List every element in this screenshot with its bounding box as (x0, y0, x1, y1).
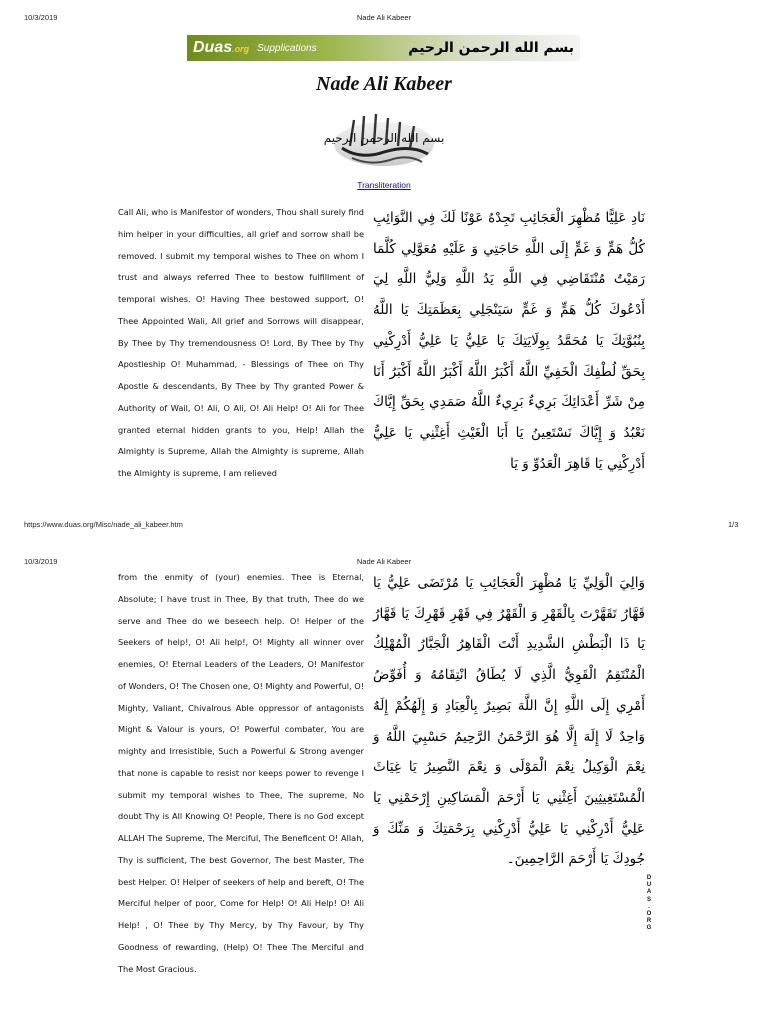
print-date-page2: 10/3/2019 (24, 557, 58, 566)
english-translation-part1: Call Ali, who is Manifestor of wonders, Thou shall surely find him helper in your difficulties, all grief and sorrow shall be removed. I submit my temporal wishes to Thee on whom I trust and always referred Thee to bestow fulfillment of temporal wishes. O! Having Thee bestowed support, O! Thee Appointed Wali, All grief and Sorrows will disappear, By Thee by Thy tremendousness O! Lord, By Thee by Thy Apostleship O! Muhammad, - Blessings of Thee on Thy Apostle & descendants, By Thee by Thy granted Power & Authority of Wail, O! Ali, O Ali, O! Ali Help! O! Ali for Thee granted eternal hidden grants to you, Help! Allah the Almighty is Supreme, Allah the Almighty is supreme, Allah the Almighty is supreme, I am relieved (118, 207, 364, 478)
print-date: 10/3/2019 (24, 13, 58, 22)
svg-text:بسم الله الرحمن الرحيم: بسم الله الرحمن الرحيم (323, 131, 445, 145)
watermark-letter: R (646, 918, 652, 925)
duas-org-watermark (645, 875, 653, 933)
watermark-letter: . (648, 903, 650, 910)
watermark-letter: U (646, 882, 652, 889)
watermark-letter: A (646, 889, 652, 896)
site-banner[interactable] (187, 35, 580, 61)
footer-url[interactable]: https://www.duas.org/Misc/nade_ali_kabeer.htm (24, 520, 183, 529)
watermark-letter: S (646, 896, 651, 903)
transliteration-link[interactable]: Transliteration (357, 180, 411, 190)
section-label: Supplications (257, 42, 317, 54)
page-title: Nade Ali Kabeer (316, 73, 452, 95)
watermark-letter: G (646, 925, 652, 932)
watermark-letter: D (646, 875, 652, 881)
watermark-letter: O (646, 911, 652, 918)
english-translation-part2: from the enmity of (your) enemies. Thee is Eternal, Absolute; I have trust in Thee, By that truth, Thee do we serve and Thee do we beseech help. O! Helper of the Seekers of help!, O! Ali help!, O! Mighty all winner over enemies, O! Eternal Leaders of the Leaders, O! Manifestor of Wonders, O! The Chosen one, O! Mighty and Powerful, O! Mighty, Valiant, Chivalrous Able oppressor of antagonists Might & Valour is yours, O! Powerful combater, You are mighty and Irresistible, Such a Powerful & Strong avenger that none is capable to resist nor keeps power to revenge I submit my temporal wishes to Thee, The supreme, No doubt Thy is All Knowing O! People, There is no God except ALLAH The Supreme, The Merciful, The Beneficent O! Allah, Thy is sufficient, The best Governor, The best Master, The best Helper. O! Helper of seekers of help and bereft, O! The Merciful helper of poor, Come for Help! O! Ali Help! O! Ali Help! , O! Thee by Thy Mercy, by Thy Favour, by Thy Goodness of rewarding, (Help) O! Thee The Merciful and The Most Gracious. (118, 572, 364, 974)
print-title-page2: Nade Ali Kabeer (356, 557, 412, 566)
bismillah-calligraphy-icon (323, 108, 445, 170)
bismillah-logo: بسم الله الرحمن الرحيم (408, 40, 574, 56)
footer-page-number: 1/3 (728, 520, 739, 529)
transliteration-link-row (0, 180, 768, 191)
arabic-text-part1-clip (373, 203, 645, 525)
arabic-text-part2: وَالِيَ الْوَلِيِّ يَا مُظْهِرَ الْعَجَائِبِ يَا مُرْتَضَى عَلِيُّ يَا قَهَّارُ تَقَهَّرْتَ بِالْقَهْرِ وَ الْقَهْرُ فِي قَهْرِ قَهْرِكَ يَا قَهَّارُ يَا ذَا الْبَطْشِ الشَّدِيدِ أَنْتَ الْقَاهِرُ الْجَبَّارُ الْمُهْلِكُ الْمُنْتَقِمُ الْقَوِيُّ الَّذِي لَا يُطَاقُ انْتِقَامُهُ وَ أُفَوِّضُ أَمْرِي إِلَى اللَّهِ إِنَّ اللَّهَ بَصِيرٌ بِالْعِبَادِ وَ إِلَهُكُمْ إِلَهٌ وَاحِدٌ لَا إِلَهَ إِلَّا هُوَ الرَّحْمَنُ الرَّحِيمُ حَسْبِيَ اللَّهُ وَ نِعْمَ الْوَكِيلُ نِعْمَ الْمَوْلَى وَ نِعْمَ النَّصِيرُ يَا غِيَاثَ الْمُسْتَغِيثِينَ أَغِثْنِي يَا أَرْحَمَ الْمَسَاكِينِ إِرْحَمْنِي يَا عَلِيُّ أَدْرِكْنِي يَا عَلِيُّ أَدْرِكْنِي بِرَحْمَتِكَ وَ مَنِّكَ وَ جُودِكَ يَا أَرْحَمَ الرَّاحِمِينَ۔ (373, 575, 645, 868)
site-logo[interactable]: Duas.org (193, 39, 250, 56)
arabic-text-part1: نَادِ عَلِيًّا مُظْهِرَ الْعَجَائِبِ تَجِدْهُ عَوْنًا لَكَ فِي النَّوَائِبِ كُلُّ هَمٍّ وَ غَمٍّ إِلَى اللَّهِ حَاجَتِي وَ عَلَيْهِ مُعَوَّلِي كُلَّمَا رَمَيْتُ مُنْتَقَاضِي فِي اللَّهِ يَدُ اللَّهِ وَلِيُّ اللَّهِ لِيَ أَدْعُوكَ كُلُّ هَمٍّ وَ غَمٍّ سَيَنْجَلِي بِعَظَمَتِكَ يَا اللَّهُ بِنُبُوَّتِكَ يَا مُحَمَّدُ بِوِلَايَتِكَ يَا عَلِيُّ يَا عَلِيُّ أَدْرِكْنِي بِحَقِّ لُطْفِكَ الْخَفِيِّ اللَّهُ أَكْبَرُ اللَّهُ أَكْبَرُ اللَّهُ أَكْبَرُ أَنَا مِنْ شَرِّ أَعْدَائِكَ بَرِيءٌ بَرِيءٌ اللَّهُ صَمَدِي بِحَقِّ إِيَّاكَ نَعْبُدُ وَ إِيَّاكَ نَسْتَعِينُ يَا أَبَا الْغَيْثِ أَغِثْنِي يَا عَلِيُّ أَدْرِكْنِي يَا قَاهِرَ الْعَدُوِّ وَ يَا (373, 210, 645, 472)
arabic-text-part2-clip (373, 564, 645, 954)
print-title: Nade Ali Kabeer (356, 13, 412, 22)
